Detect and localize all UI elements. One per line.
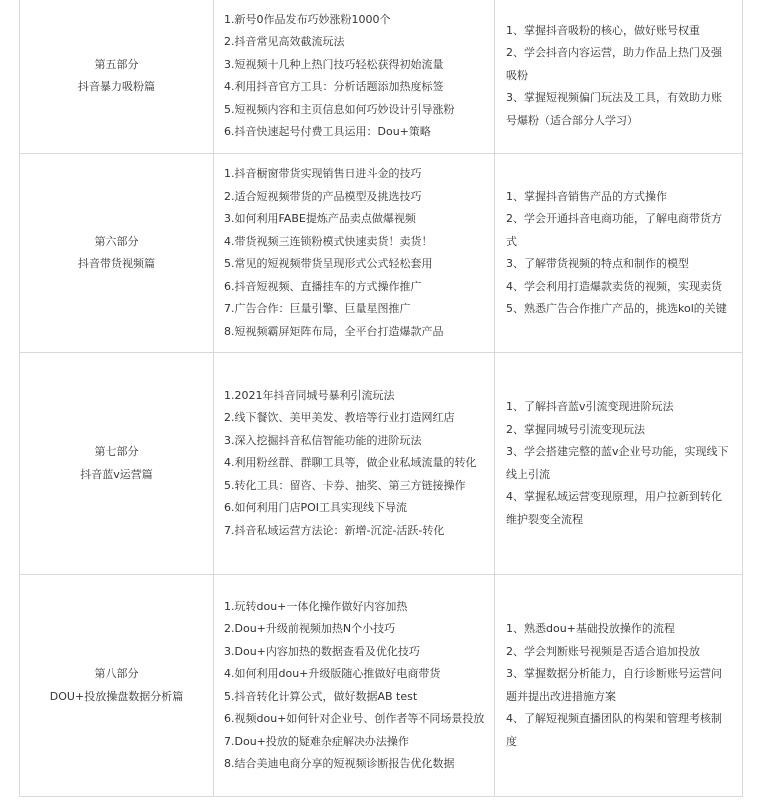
table-row — [20, 0, 743, 154]
goals-cell — [495, 154, 743, 353]
content-item: 4.利用抖音官方工具：分析话题添加热度标签 — [224, 80, 444, 93]
content-item: 5.常见的短视频带货呈现形式公式轻松套用 — [224, 257, 433, 270]
content-item: 8.短视频霸屏矩阵布局，全平台打造爆款产品 — [224, 324, 444, 338]
content-item: 4.利用粉丝群、群聊工具等，做企业私域流量的转化 — [224, 456, 477, 470]
content-item: 6.视频dou+如何针对企业号、创作者等不同场景投放 — [224, 712, 485, 725]
content-item: 2.Dou+升级前视频加热N个小技巧 — [224, 622, 396, 635]
goal-item: 1、了解抖音蓝v引流变现进阶玩法 — [506, 400, 674, 413]
content-cell — [214, 154, 495, 353]
part-number: 第七部分 — [94, 445, 139, 458]
content-item: 5.抖音转化计算公式，做好数据AB test — [224, 689, 418, 703]
content-item: 4.带货视频三连锁粉模式快速卖货！卖货！ — [224, 234, 433, 248]
content-item: 3.深入挖掘抖音私信智能功能的进阶玩法 — [224, 433, 422, 447]
part-number: 第六部分 — [94, 234, 139, 248]
goal-item: 4、学会利用打造爆款卖货的视频，实现卖货 — [506, 279, 722, 293]
part-title: 抖音带货视频篇 — [78, 257, 155, 270]
part-number: 第五部分 — [94, 57, 139, 71]
part-title: DOU+投放操盘数据分析篇 — [49, 689, 184, 703]
goal-item: 5、熟悉广告合作推广产品的，挑选kol的关键 — [506, 302, 727, 315]
section-name-cell — [20, 353, 214, 575]
content-cell — [214, 0, 495, 154]
goal-item: 3、掌握数据分析能力，自行诊断账号运营问题并提出改进措施方案 — [506, 667, 722, 703]
content-item: 6.如何利用门店POI工具实现线下导流 — [224, 501, 408, 515]
content-item: 7.Dou+投放的疑难杂症解决办法操作 — [224, 734, 409, 748]
goals-cell — [495, 353, 743, 575]
goal-item: 2、掌握同城号引流变现玩法 — [506, 422, 645, 436]
content-item: 6.抖音短视频、直播挂车的方式操作推广 — [224, 279, 422, 293]
content-item: 1.抖音橱窗带货实现销售日进斗金的技巧 — [224, 167, 422, 180]
content-item: 7.广告合作：巨量引擎、巨量星图推广 — [224, 302, 411, 315]
content-item: 1.2021年抖音同城号暴利引流玩法 — [224, 388, 395, 402]
goal-item: 4、掌握私域运营变现原理，用户拉新到转化维护裂变全流程 — [506, 490, 722, 526]
section-name-cell — [20, 0, 214, 154]
section-name-cell — [20, 575, 214, 797]
table-row — [20, 154, 743, 353]
content-item: 7.抖音私域运营方法论：新增-沉淀-活跃-转化 — [224, 523, 445, 537]
part-number: 第八部分 — [94, 667, 139, 680]
part-title: 抖音暴力吸粉篇 — [78, 80, 155, 93]
table-row — [20, 575, 743, 797]
content-item: 8.结合美迪电商分享的短视频诊断报告优化数据 — [224, 757, 455, 770]
content-item: 2.适合短视频带货的产品模型及挑选技巧 — [224, 189, 422, 203]
content-item: 1.玩转dou+一体化操作做好内容加热 — [224, 599, 408, 613]
content-cell — [214, 575, 495, 797]
content-cell — [214, 353, 495, 575]
goals-cell — [495, 0, 743, 154]
section-name-cell — [20, 154, 214, 353]
goal-item: 1、熟悉dou+基础投放操作的流程 — [506, 622, 675, 635]
content-item: 5.转化工具：留咨、卡券、抽奖、第三方链接操作 — [224, 478, 466, 492]
part-title: 抖音蓝v运营篇 — [80, 467, 153, 481]
goals-cell — [495, 575, 743, 797]
goal-item: 1、掌握抖音吸粉的核心，做好账号权重 — [506, 23, 700, 37]
content-item: 2.线下餐饮、美甲美发、教培等行业打造网红店 — [224, 411, 455, 425]
goal-item: 3、了解带货视频的特点和制作的模型 — [506, 257, 689, 270]
course-outline-table — [19, 0, 743, 797]
table-row — [20, 353, 743, 575]
goal-item: 3、学会搭建完整的蓝v企业号功能，实现线下线上引流 — [506, 445, 729, 481]
content-item: 1.新号0作品发布巧妙涨粉1000个 — [224, 12, 391, 26]
goal-item: 3、掌握短视频偏门玩法及工具，有效助力账号爆粉（适合部分人学习） — [506, 91, 722, 127]
content-item: 3.Dou+内容加热的数据查看及优化技巧 — [224, 644, 420, 658]
goal-item: 1、掌握抖音销售产品的方式操作 — [506, 189, 667, 203]
content-item: 3.短视频十几种上热门技巧轻松获得初始流量 — [224, 57, 444, 71]
goal-item: 2、学会开通抖音电商功能，了解电商带货方式 — [506, 212, 722, 248]
goal-item: 4、了解短视频直播团队的构架和管理考核制度 — [506, 712, 722, 748]
goal-item: 2、学会判断账号视频是否适合追加投放 — [506, 644, 700, 658]
content-item: 5.短视频内容和主页信息如何巧妙设计引导涨粉 — [224, 102, 455, 116]
content-item: 4.如何利用dou+升级版随心推做好电商带货 — [224, 667, 441, 680]
content-item: 3.如何利用FABE提炼产品卖点做爆视频 — [224, 212, 416, 225]
goal-item: 2、学会抖音内容运营，助力作品上热门及强吸粉 — [506, 46, 722, 82]
content-item: 2.抖音常见高效截流玩法 — [224, 35, 345, 48]
content-item: 6.抖音快速起号付费工具运用：Dou+策略 — [224, 125, 431, 138]
